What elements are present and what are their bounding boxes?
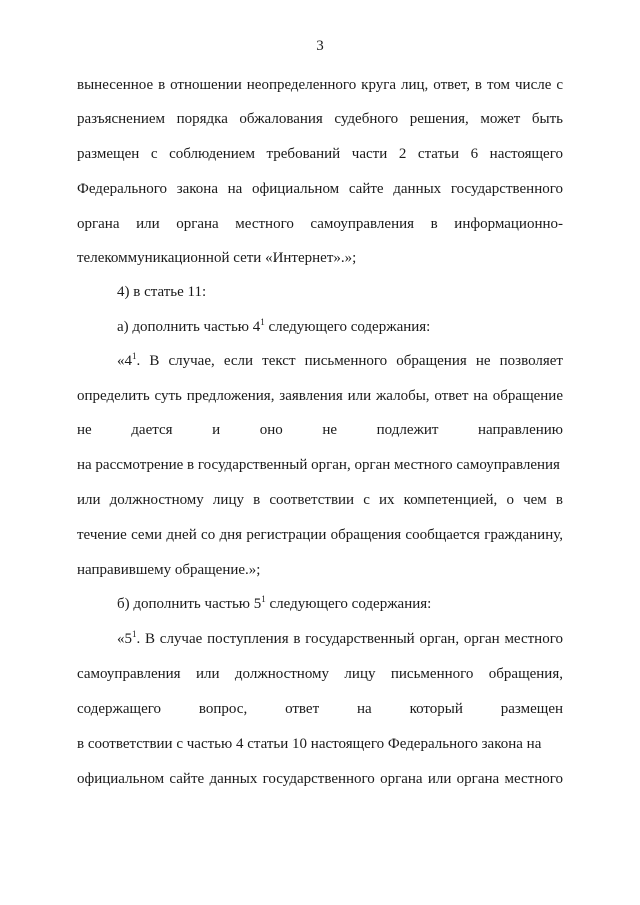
superscript: 1	[261, 594, 266, 604]
superscript: 1	[260, 317, 265, 327]
subitem-a-text-rest: следующего содержания:	[268, 319, 431, 335]
list-item-heading: 4) в статье 11:	[117, 284, 207, 300]
text-line: телекоммуникационной сети «Интернет».»;	[77, 250, 357, 266]
quote-5-1-start	[117, 630, 563, 648]
text-line: вынесенное в отношении неопределенного круга лиц, ответ, в том числе с	[77, 77, 563, 93]
quote-prefix: «5	[117, 631, 132, 647]
subitem-b	[117, 595, 563, 613]
text-line: на рассмотрение в государственный орган, орган местного самоуправления	[77, 457, 560, 473]
text-line: не дается и оно не подлежит направлению	[77, 422, 563, 438]
text-line: Федерального закона на официальном сайте данных государственного	[77, 181, 563, 197]
superscript: 1	[132, 351, 137, 361]
text-line: содержащего вопрос, ответ на который размещен	[77, 701, 563, 717]
subitem-a-text: а) дополнить частью 4	[117, 319, 261, 335]
text-line: официальном сайте данных государственного органа или органа местного	[77, 771, 563, 787]
text-line: органа или органа местного самоуправления в информационно-	[77, 216, 563, 232]
text-line: или должностному лицу в соответствии с их компетенцией, о чем в	[77, 492, 563, 508]
text-line: самоуправления или должностному лицу письменного обращения,	[77, 666, 563, 682]
text-line: в соответствии с частью 4 статьи 10 настоящего Федерального закона на	[77, 736, 542, 752]
text-line: определить суть предложения, заявления или жалобы, ответ на обращение	[77, 388, 563, 404]
quote-4-1-start	[117, 352, 563, 370]
subitem-b-text: б) дополнить частью 5	[117, 596, 262, 612]
quote-text: . В случае поступления в государственный орган, орган местного	[136, 631, 563, 647]
text-line: направившему обращение.»;	[77, 562, 261, 578]
quote-text: . В случае, если текст письменного обращения не позволяет	[136, 353, 563, 369]
text-line: течение семи дней со дня регистрации обращения сообщается гражданину,	[77, 527, 563, 543]
page-number: 3	[316, 38, 324, 54]
superscript: 1	[132, 629, 137, 639]
subitem-a	[117, 318, 563, 336]
text-line: размещен с соблюдением требований части 2 статьи 6 настоящего	[77, 146, 563, 162]
text-line: разъяснением порядка обжалования судебного решения, может быть	[77, 111, 563, 127]
subitem-b-text-rest: следующего содержания:	[269, 596, 432, 612]
quote-prefix: «4	[117, 353, 132, 369]
